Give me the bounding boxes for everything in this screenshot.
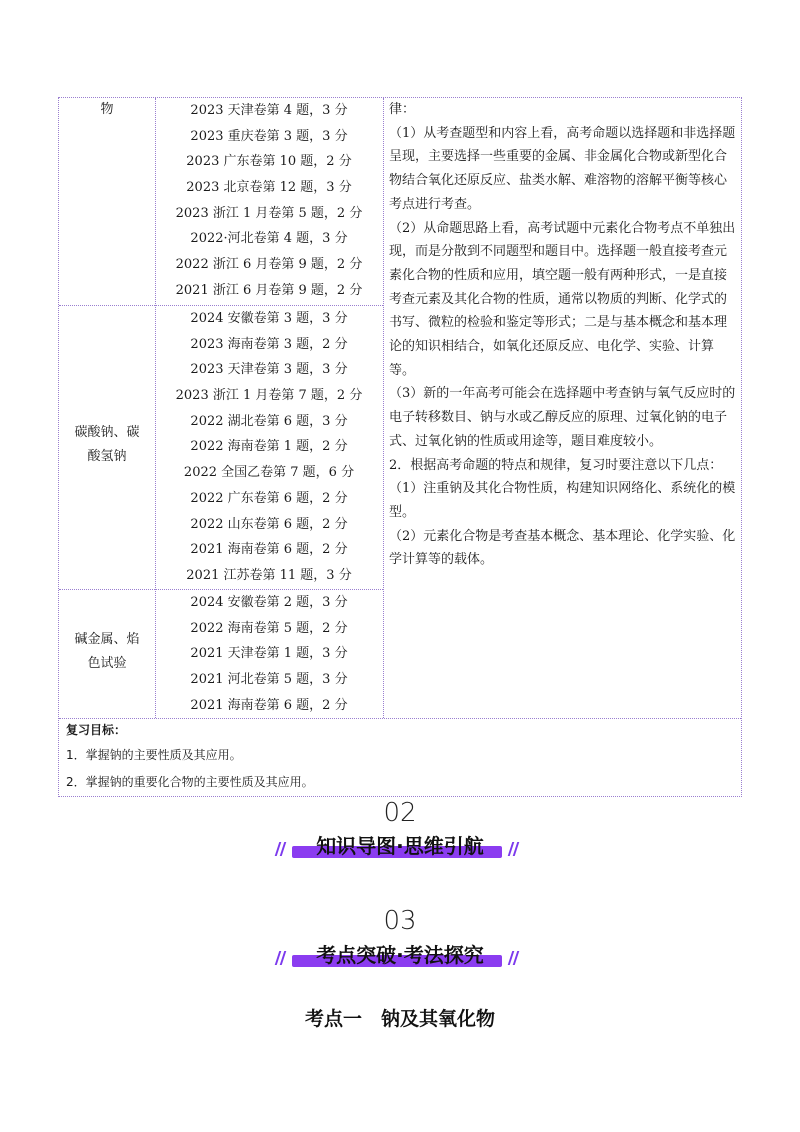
source-item: 2021 浙江 6 月卷第 9 题，2 分 bbox=[175, 282, 363, 298]
source-item: 2023 浙江 1 月卷第 5 题，2 分 bbox=[175, 205, 363, 221]
sources-cell-2 bbox=[155, 306, 383, 589]
topic-heading: 考点一 钠及其氧化物 bbox=[304, 1008, 495, 1030]
source-item: 2022 海南卷第 1 题，2 分 bbox=[190, 439, 348, 455]
advice-paragraph: （2）元素化合物是考查基本概念、基本理论、化学实验、化学计算等的载体。 bbox=[389, 528, 736, 568]
topic-line: 酸氢钠 bbox=[87, 449, 127, 464]
topic-line: 碳酸钠、碳 bbox=[74, 425, 140, 440]
topic-line: 物 bbox=[100, 102, 114, 117]
topic-cell-1 bbox=[59, 98, 155, 122]
topic-cell-2 bbox=[59, 421, 155, 469]
source-item: 2022 湖北卷第 6 题，3 分 bbox=[190, 413, 348, 429]
source-item: 2023 浙江 1 月卷第 7 题，2 分 bbox=[175, 388, 363, 404]
source-item: 2022 山东卷第 6 题，2 分 bbox=[190, 516, 348, 532]
advice-paragraph: 2．根据高考命题的特点和规律，复习时要注意以下几点： bbox=[389, 457, 723, 473]
advice-paragraph: （1）从考查题型和内容上看，高考命题以选择题和非选择题呈现，主要选择一些重要的金属、非金属化合物或新型化合物结合氧化还原反应、盐类水解、难溶物的溶解平衡等核心考点进行考查。 bbox=[389, 125, 736, 212]
section-number: 03 bbox=[383, 906, 417, 936]
source-item: 2021 天津卷第 1 题，3 分 bbox=[190, 646, 348, 662]
sources-cell-1 bbox=[155, 98, 383, 304]
source-item: 2024 安徽卷第 3 题，3 分 bbox=[190, 311, 348, 326]
advice-paragraph: （3）新的一年高考可能会在选择题中考查钠与氧气反应时的电子转移数目、钠与水或乙醇反应的原理、过氧化钠的电子式、过氧化钠的性质或用途等，题目难度较小。 bbox=[389, 386, 736, 449]
source-item: 2021 海南卷第 6 题，2 分 bbox=[190, 542, 348, 558]
source-item: 2021 江苏卷第 11 题，3 分 bbox=[186, 567, 352, 583]
source-item: 2022 海南卷第 5 题，2 分 bbox=[190, 620, 348, 636]
source-item: 2024 安徽卷第 2 题，3 分 bbox=[190, 595, 348, 610]
topic-cell-3 bbox=[59, 628, 155, 676]
exam-trend-advice bbox=[389, 98, 739, 572]
source-item: 2023 海南卷第 3 题，2 分 bbox=[190, 336, 348, 352]
exam-analysis-table bbox=[58, 97, 742, 797]
advice-paragraph: （2）从命题思路上看，高考试题中元素化合物考点不单独出现，而是分散到不同题型和题目中。选择题一般直接考查元素化合物的性质和应用，填空题一般有两种形式，一是直接考查元素及其化合物的性质，通常以物质的判断、化学式的书写、微粒的检验和鉴定等形式；二是与基本概念和基本理论的知识相结合，如氧化还原反应、电化学、实验、计算等。 bbox=[389, 220, 736, 378]
section-title: 知识导图·思维引航 bbox=[316, 834, 484, 858]
section-number: 02 bbox=[383, 798, 417, 828]
source-item: 2022 广东卷第 6 题，2 分 bbox=[190, 490, 348, 506]
source-item: 2023 北京卷第 12 题，3 分 bbox=[186, 180, 352, 196]
section-title: 考点突破·考法探究 bbox=[316, 943, 484, 967]
source-item: 2023 天津卷第 4 题，3 分 bbox=[190, 103, 348, 118]
source-item: 2021 海南卷第 6 题，2 分 bbox=[190, 697, 348, 713]
source-item: 2022·河北卷第 4 题，3 分 bbox=[190, 231, 348, 247]
source-item: 2023 天津卷第 3 题，3 分 bbox=[190, 362, 348, 378]
review-goal-item: 1．掌握钠的主要性质及其应用。 bbox=[66, 748, 242, 762]
source-item: 2022 全国乙卷第 7 题，6 分 bbox=[183, 465, 355, 481]
advice-paragraph: （1）注重钠及其化合物性质，构建知识网络化、系统化的模型。 bbox=[389, 481, 736, 520]
advice-paragraph: 律： bbox=[389, 102, 416, 117]
topic-line: 色试验 bbox=[87, 656, 127, 671]
column-divider bbox=[383, 98, 384, 718]
review-goal-item: 2．掌握钠的重要化合物的主要性质及其应用。 bbox=[66, 775, 314, 789]
review-goals-title: 复习目标： bbox=[66, 723, 127, 737]
source-item: 2023 广东卷第 10 题，2 分 bbox=[186, 154, 352, 170]
sources-cell-3 bbox=[155, 590, 383, 718]
review-goals bbox=[66, 718, 736, 796]
source-item: 2021 河北卷第 5 题，3 分 bbox=[190, 672, 348, 688]
source-item: 2022 浙江 6 月卷第 9 题，2 分 bbox=[175, 257, 363, 273]
topic-line: 碱金属、焰 bbox=[74, 632, 140, 647]
source-item: 2023 重庆卷第 3 题，3 分 bbox=[190, 128, 348, 144]
